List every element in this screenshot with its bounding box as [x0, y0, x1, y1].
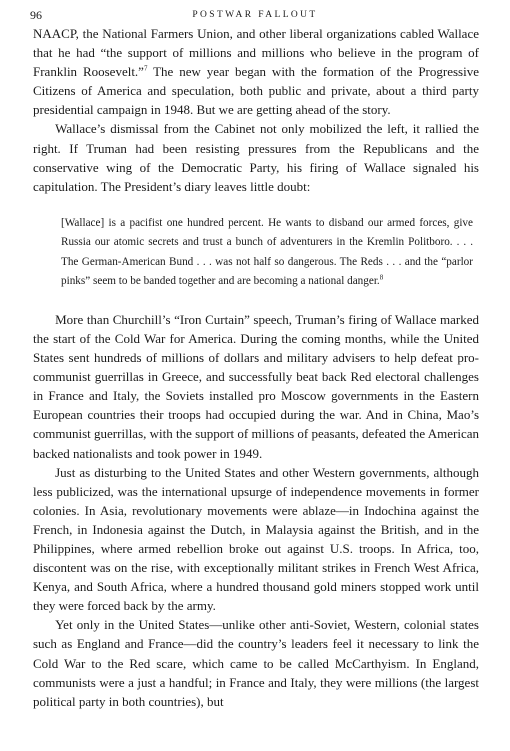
paragraph-1-tail: The new year began with the formation of the Progressive Citizens of America and speculation, both public and private, about a third party presidential campaign in 1948. But we are getting ahead of the story. [33, 64, 479, 118]
paragraph-2: Wallace’s dismissal from the Cabinet not only mobilized the left, it rallied the right. If Truman had been resisting pressures from the Republicans and the conservative wing of the Democratic Party, his firing of Wallace signaled his capitulation. The President’s diary leaves little doubt: [33, 121, 479, 194]
running-head: POSTWAR FALLOUT [192, 10, 318, 20]
block-quote-text: [Wallace] is a pacifist one hundred percent. He wants to disband our armed forces, give Russia our atomic secrets and trust a bunch of adventurers in the Kremlin Politboro. . . . The German-American Bund . . . was not half so dangerous. The Reds . . . and the “parlor pinks” seem to be banded together and are becoming a national danger. [61, 216, 473, 288]
paragraph-4: Just as disturbing to the United States and other Western governments, although less publicized, was the international upsurge of independence movements in former colonies. In Asia, revolutionary movements were ablaze—in Indochina against the French, in Indonesia against the Dutch, in Malaysia against the British, and in the Philippines, where armed rebellion broke out against U.S. troops. In Africa, too, discontent was on the rise, with exceptionally militant strikes in French West Africa, Kenya, and South Africa, where a hundred thousand gold miners stopped work until they were forced back by the army. [33, 464, 479, 614]
page-header [30, 7, 480, 23]
block-quote [61, 214, 473, 292]
paragraph-3: More than Churchill’s “Iron Curtain” speech, Truman’s firing of Wallace marked the start of the Cold War for America. During the coming months, while the United States sent hundreds of millions of dollars and military advisers to help defeat pro-communist guerrillas in Greece, and successfully beat back Red electoral challenges in France and Italy, the Soviets installed pro Moscow governments in the Eastern European countries their troops had occupied during the war. And in China, Mao’s communist guerrillas, with the support of millions of peasants, defeated the American backed nationalists and took power in 1949. [33, 311, 479, 461]
page-number: 96 [30, 8, 42, 22]
body-text [33, 24, 479, 711]
footnote-marker-8: 8 [379, 273, 384, 282]
footnote-marker-7: 7 [143, 64, 148, 73]
paragraph-1-text: NAACP, the National Farmers Union, and other liberal organizations cabled Wallace that he had “the support of millions and millions who believe in the program of Franklin Roosevelt.” [33, 26, 479, 80]
paragraph-5: Yet only in the United States—unlike other anti-Soviet, Western, colonial states such as England and France—did the country’s leaders feel it necessary to link the Cold War to the Red scare, which came to be called McCarthyism. In England, communists were a just a handful; in France and Italy, they were millions (the largest political party in both countries), but [33, 617, 479, 709]
paragraph-1 [33, 24, 479, 119]
